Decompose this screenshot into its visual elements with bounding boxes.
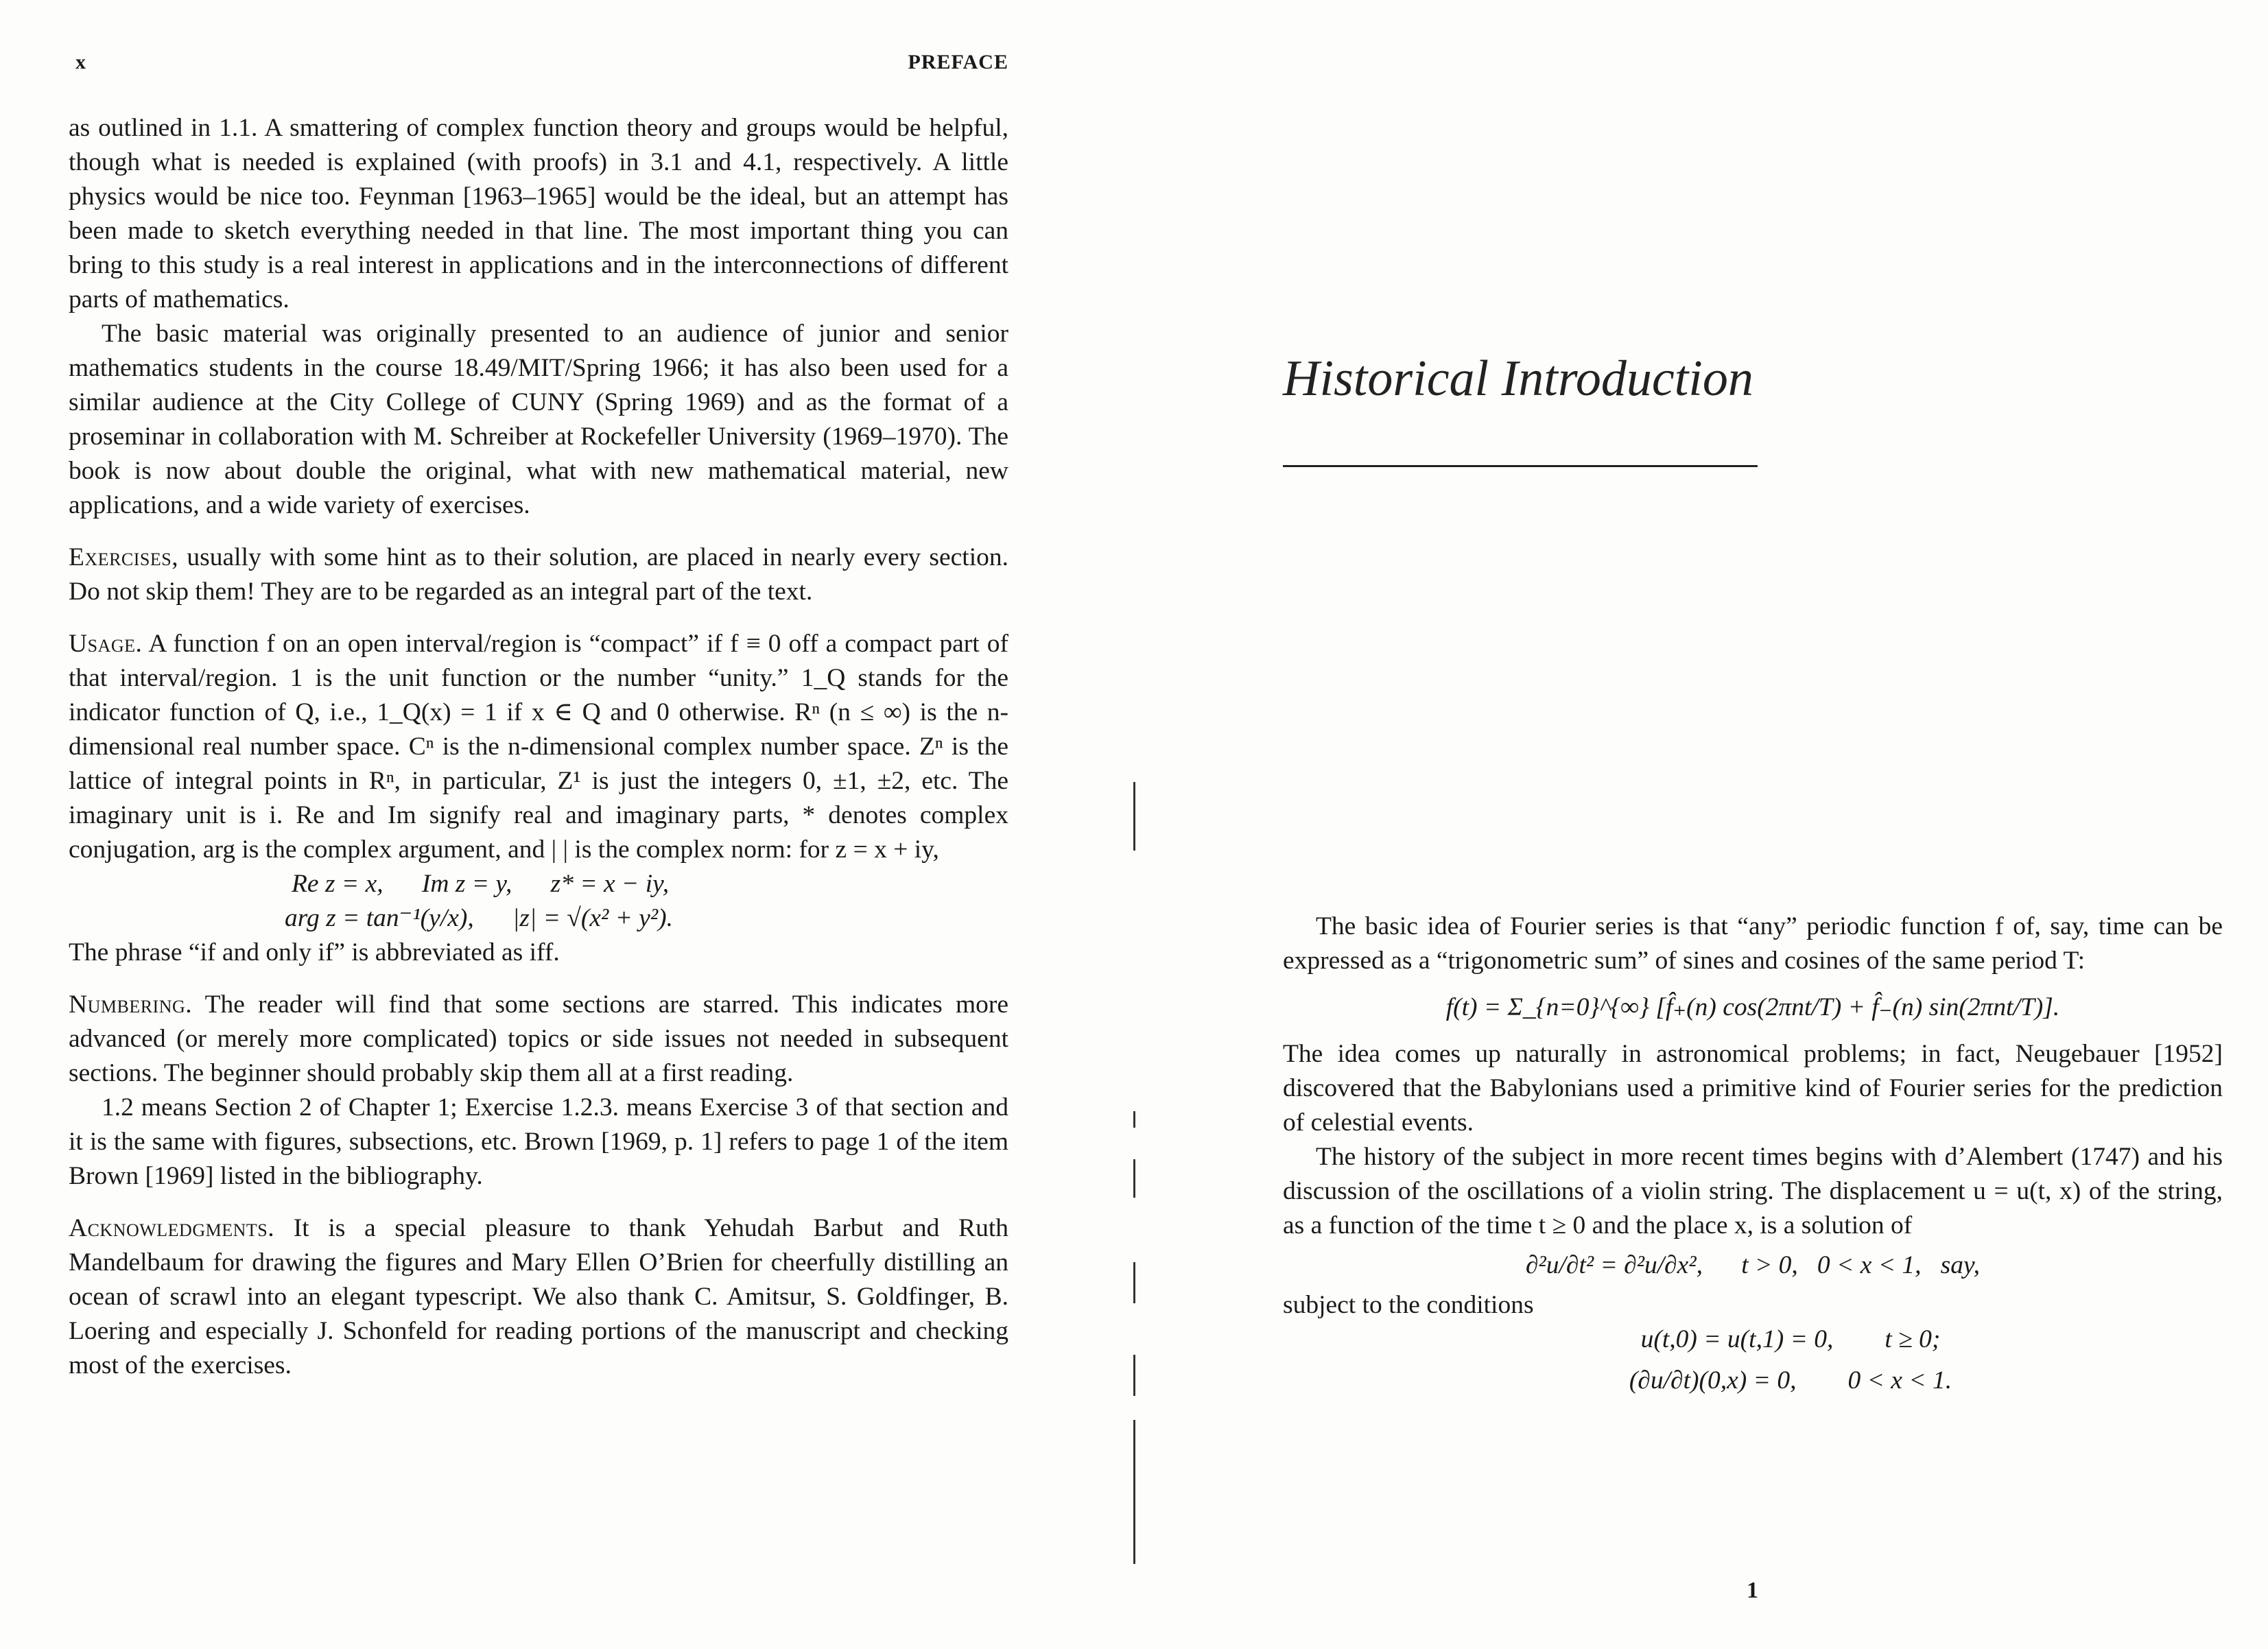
gutter-mark <box>1133 1262 1135 1303</box>
paragraph: subject to the conditions <box>1283 1291 1534 1319</box>
section-lead: Exercises, <box>69 543 179 571</box>
paragraph-text: A function f on an open interval/region is “compact” if f ≡ 0 off a compact part of that interval/region. 1 is the unit function or the number “unity.” 1_Q stands for the indicator function of Q, i.e., 1_Q(x) = 1 if x ∈ Q and 0 otherwise. Rⁿ (n ≤ ∞) is the n-dimensional real number space. Cⁿ is the n-dimensional complex number space. Zⁿ is the lattice of integral points in Rⁿ, in particular, Z¹ is just the integers 0, ±1, ±2, etc. The imaginary unit is i. Re and Im signify real and imaginary parts, * denotes complex conjugation, arg is the complex argument, and | | is the complex norm: for z = x + iy, <box>69 630 1008 864</box>
section-lead: Acknowledgments. <box>69 1214 275 1242</box>
left-page <box>69 0 1008 1649</box>
section-lead: Numbering. <box>69 990 193 1019</box>
chapter-body <box>1283 910 2223 1398</box>
paragraph: The phrase “if and only if” is abbreviated as iff. <box>69 938 560 966</box>
equation: arg z = tan⁻¹(y/x), |z| = √(x² + y²). <box>285 904 674 932</box>
paragraph-text: The reader will find that some sections are starred. This indicates more advanced (or merely more complicated) topics or side issues not needed in subsequent sections. The beginner should probably skip them all at a first reading. <box>69 990 1008 1087</box>
paragraph-text: usually with some hint as to their solution, are placed in nearly every section. Do not skip them! They are to be regarded as an integral part of the text. <box>69 543 1008 606</box>
preface-body <box>69 111 1008 1383</box>
acknowledgments-paragraph <box>69 1211 1008 1383</box>
equation: Re z = x, Im z = y, z* = x − iy, <box>292 870 670 898</box>
gutter-mark <box>1133 1159 1135 1198</box>
chapter-title: Historical Introduction <box>1283 351 1753 407</box>
right-page <box>1283 0 2223 1649</box>
paragraph: The basic material was originally presented to an audience of junior and senior mathematics students in the course 18.49/MIT/Spring 1966; it has also been used for a similar audience at the City College of CUNY (Spring 1969) and as the format of a proseminar in collaboration with M. Schreiber at Rockefeller University (1969–1970). The book is now about double the original, what with new mathematical material, new applications, and a wide variety of exercises. <box>69 320 1008 519</box>
gutter-mark <box>1133 782 1135 851</box>
running-head-title: PREFACE <box>908 51 1008 73</box>
paragraph-text: It is a special pleasure to thank Yehudah Barbut and Ruth Mandelbaum for drawing the figures and Mary Ellen O’Brien for cheerfully distilling an ocean of scrawl into an elegant typescript. We also thank C. Amitsur, S. Goldfinger, B. Loering and especially J. Schonfeld for reading portions of the manuscript and checking most of the exercises. <box>69 1214 1008 1379</box>
title-rule <box>1283 465 1758 467</box>
boundary-condition: u(t,0) = u(t,1) = 0, t ≥ 0; <box>1640 1325 1941 1353</box>
gutter-mark <box>1133 1355 1135 1396</box>
initial-condition: (∂u/∂t)(0,x) = 0, 0 < x < 1. <box>1629 1366 1952 1395</box>
fourier-series-equation: f(t) = Σ_{n=0}^{∞} [f̂₊(n) cos(2πnt/T) + f̂₋(n) sin(2πnt/T)]. <box>1445 993 2060 1021</box>
gutter-mark <box>1133 1111 1135 1128</box>
paragraph: 1.2 means Section 2 of Chapter 1; Exercise 1.2.3. means Exercise 3 of that section and it is the same with figures, subsections, etc. Brown [1969, p. 1] refers to page 1 of the item Brown [1969] listed in the bibliography. <box>69 1093 1008 1190</box>
numbering-paragraph <box>69 988 1008 1091</box>
paragraph: The history of the subject in more recent times begins with d’Alembert (1747) and his discussion of the oscillations of a violin string. The displacement u = u(t, x) of the string, as a function of the time t ≥ 0 and the place x, is a solution of <box>1283 1143 2223 1239</box>
usage-paragraph <box>69 627 1008 867</box>
section-lead: Usage. <box>69 630 143 658</box>
paragraph: The idea comes up naturally in astronomical problems; in fact, Neugebauer [1952] discovered that the Babylonians used a primitive kind of Fourier series for the prediction of celestial events. <box>1283 1040 2223 1137</box>
page-number: x <box>75 51 86 73</box>
paragraph: The basic idea of Fourier series is that “any” periodic function f of, say, time can be expressed as a “trigonometric sum” of sines and cosines of the same period T: <box>1283 912 2223 975</box>
gutter-mark <box>1133 1420 1135 1564</box>
wave-equation: ∂²u/∂t² = ∂²u/∂x², t > 0, 0 < x < 1, say, <box>1526 1251 1980 1279</box>
paragraph: as outlined in 1.1. A smattering of complex function theory and groups would be helpful, though what is needed is explained (with proofs) in 3.1 and 4.1, respectively. A little physics would be nice too. Feynman [1963–1965] would be the ideal, but an attempt has been made to sketch everything needed in that line. The most important thing you can bring to this study is a real interest in applications and in the interconnections of different parts of mathematics. <box>69 114 1008 313</box>
exercises-paragraph <box>69 541 1008 609</box>
page-number: 1 <box>1747 1578 1758 1603</box>
